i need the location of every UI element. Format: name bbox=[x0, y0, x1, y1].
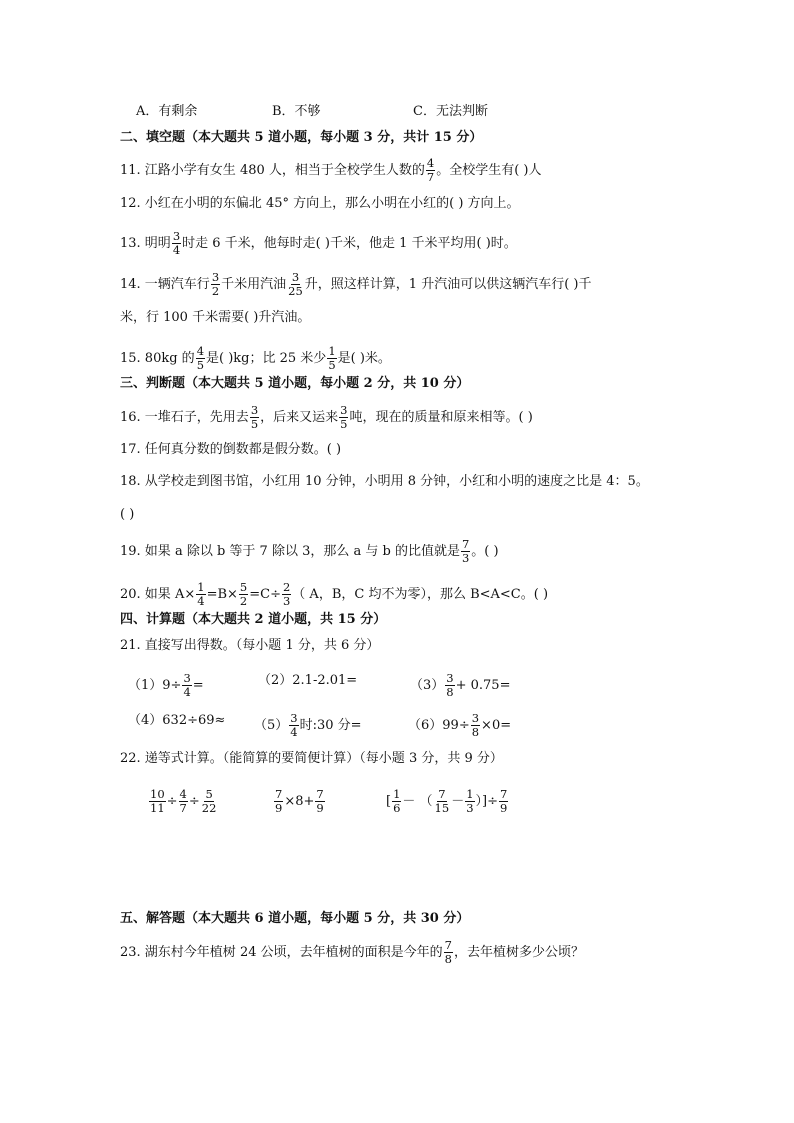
question-18-line2: ( ) bbox=[120, 507, 135, 522]
fraction: $\frac{1}{4}$ bbox=[197, 580, 205, 608]
question-18: 18. 从学校走到图书馆，小红用 10 分钟，小明用 8 分钟，小红和小明的速度之比是 4：5。 bbox=[120, 474, 649, 489]
fraction: $\frac{4}{7}$ bbox=[426, 156, 435, 184]
fraction: $\frac{2}{3}$ bbox=[282, 580, 291, 608]
question-13: 13. 明明 $\frac{3}{4}$ 时走 6 千米，他每时走( )千米，他走 1 千米平均用( )时。 bbox=[120, 229, 517, 257]
question-20: 20. 如果 A× $\frac{1}{4}$ =B× $\frac{5}{2}$ =C÷ $\frac{2}{3}$ （ A，B，C 均不为零），那么 B<A<C。( ) bbox=[120, 580, 549, 608]
q22-expression-1: $\frac{10}{11}$ ÷ $\frac{4}{7}$ ÷ $\frac{5}{22}$ bbox=[150, 787, 217, 815]
question-23: 23. 湖东村今年植树 24 公顷，去年植树的面积是今年的 $\frac{7}{8}$ ，去年植树多少公顷？ bbox=[120, 938, 584, 966]
fraction: $\frac{3}{4}$ bbox=[172, 229, 181, 257]
q21-part-1: （1）9÷ $\frac{3}{4}$ = bbox=[128, 671, 204, 699]
fraction: $\frac{4}{5}$ bbox=[196, 344, 205, 372]
fraction: $\frac{5}{2}$ bbox=[239, 580, 248, 608]
q10-option-c: C．无法判断 bbox=[413, 104, 488, 119]
section2-heading: 二、填空题（本大题共 5 道小题，每小题 3 分，共计 15 分） bbox=[120, 130, 483, 145]
fraction: $\frac{3}{5}$ bbox=[340, 403, 348, 431]
fraction: $\frac{7}{8}$ bbox=[444, 938, 452, 966]
fraction: $\frac{4}{7}$ bbox=[179, 787, 187, 815]
q21-part-2: （2）2.1-2.01= bbox=[258, 673, 358, 688]
section5-heading: 五、解答题（本大题共 6 道小题，每小题 5 分，共 30 分） bbox=[120, 911, 470, 926]
fraction: $\frac{1}{3}$ bbox=[466, 787, 474, 815]
q10-option-a: A．有剩余 bbox=[136, 104, 198, 119]
question-16: 16. 一堆石子，先用去 $\frac{3}{5}$ ，后来又运来 $\frac{3}{5}$ 吨，现在的质量和原来相等。( ) bbox=[120, 403, 533, 431]
question-22-title: 22. 递等式计算。（能简算的要简便计算）（每小题 3 分，共 9 分） bbox=[120, 751, 503, 766]
question-12: 12. 小红在小明的东偏北 45° 方向上，那么小明在小红的( ) 方向上。 bbox=[120, 196, 520, 211]
fraction: $\frac{7}{15}$ bbox=[434, 787, 450, 815]
q22-expression-3: [ $\frac{1}{6}$ － （ $\frac{7}{15}$ － $\frac{1}{3}$ ）]÷ $\frac{7}{9}$ bbox=[386, 787, 508, 815]
fraction: $\frac{3}{5}$ bbox=[250, 403, 259, 431]
q10-option-b: B．不够 bbox=[272, 104, 321, 119]
fraction: $\frac{7}{9}$ bbox=[500, 787, 508, 815]
question-11: 11. 江路小学有女生 480 人，相当于全校学生人数的 $\frac{4}{7}$ 。全校学生有( )人 bbox=[120, 156, 542, 184]
fraction: $\frac{1}{5}$ bbox=[328, 344, 336, 372]
section4-heading: 四、计算题（本大题共 2 道小题，共 15 分） bbox=[120, 612, 387, 627]
fraction: $\frac{5}{22}$ bbox=[201, 787, 217, 815]
fraction: $\frac{7}{9}$ bbox=[275, 787, 283, 815]
section3-heading: 三、判断题（本大题共 5 道小题，每小题 2 分，共 10 分） bbox=[120, 376, 470, 391]
fraction: $\frac{3}{2}$ bbox=[211, 270, 220, 298]
question-15: 15. 80kg 的 $\frac{4}{5}$ 是( )kg；比 25 米少 $\frac{1}{5}$ 是( )米。 bbox=[120, 344, 391, 372]
fraction: $\frac{3}{4}$ bbox=[183, 671, 191, 699]
fraction: $\frac{3}{8}$ bbox=[471, 711, 480, 739]
fraction: $\frac{3}{8}$ bbox=[446, 671, 454, 699]
fraction: $\frac{7}{9}$ bbox=[316, 787, 324, 815]
fraction: $\frac{7}{3}$ bbox=[461, 537, 470, 565]
q22-expression-2: $\frac{7}{9}$ ×8+ $\frac{7}{9}$ bbox=[275, 787, 324, 815]
question-14-line2: 米，行 100 千米需要( )升汽油。 bbox=[120, 310, 311, 325]
q21-part-6: （6）99÷ $\frac{3}{8}$ ×0= bbox=[408, 711, 512, 739]
q21-part-3: （3） $\frac{3}{8}$ + 0.75= bbox=[410, 671, 511, 699]
question-21-title: 21. 直接写出得数。（每小题 1 分，共 6 分） bbox=[120, 638, 380, 653]
q21-part-4: （4）632÷69≈ bbox=[128, 713, 226, 728]
fraction: $\frac{3}{4}$ bbox=[290, 711, 298, 739]
fraction: $\frac{1}{6}$ bbox=[393, 787, 401, 815]
question-19: 19. 如果 a 除以 b 等于 7 除以 3，那么 a 与 b 的比值就是 $\frac{7}{3}$ 。( ) bbox=[120, 537, 499, 565]
question-17: 17. 任何真分数的倒数都是假分数。( ) bbox=[120, 442, 342, 457]
q21-part-5: （5） $\frac{3}{4}$ 时:30 分= bbox=[254, 711, 362, 739]
fraction: $\frac{10}{11}$ bbox=[150, 787, 165, 815]
question-14: 14. 一辆汽车行 $\frac{3}{2}$ 千米用汽油 $\frac{3}{25}$ 升，照这样计算，1 升汽油可以供这辆汽车行( )千 bbox=[120, 270, 592, 298]
fraction: $\frac{3}{25}$ bbox=[288, 270, 303, 298]
